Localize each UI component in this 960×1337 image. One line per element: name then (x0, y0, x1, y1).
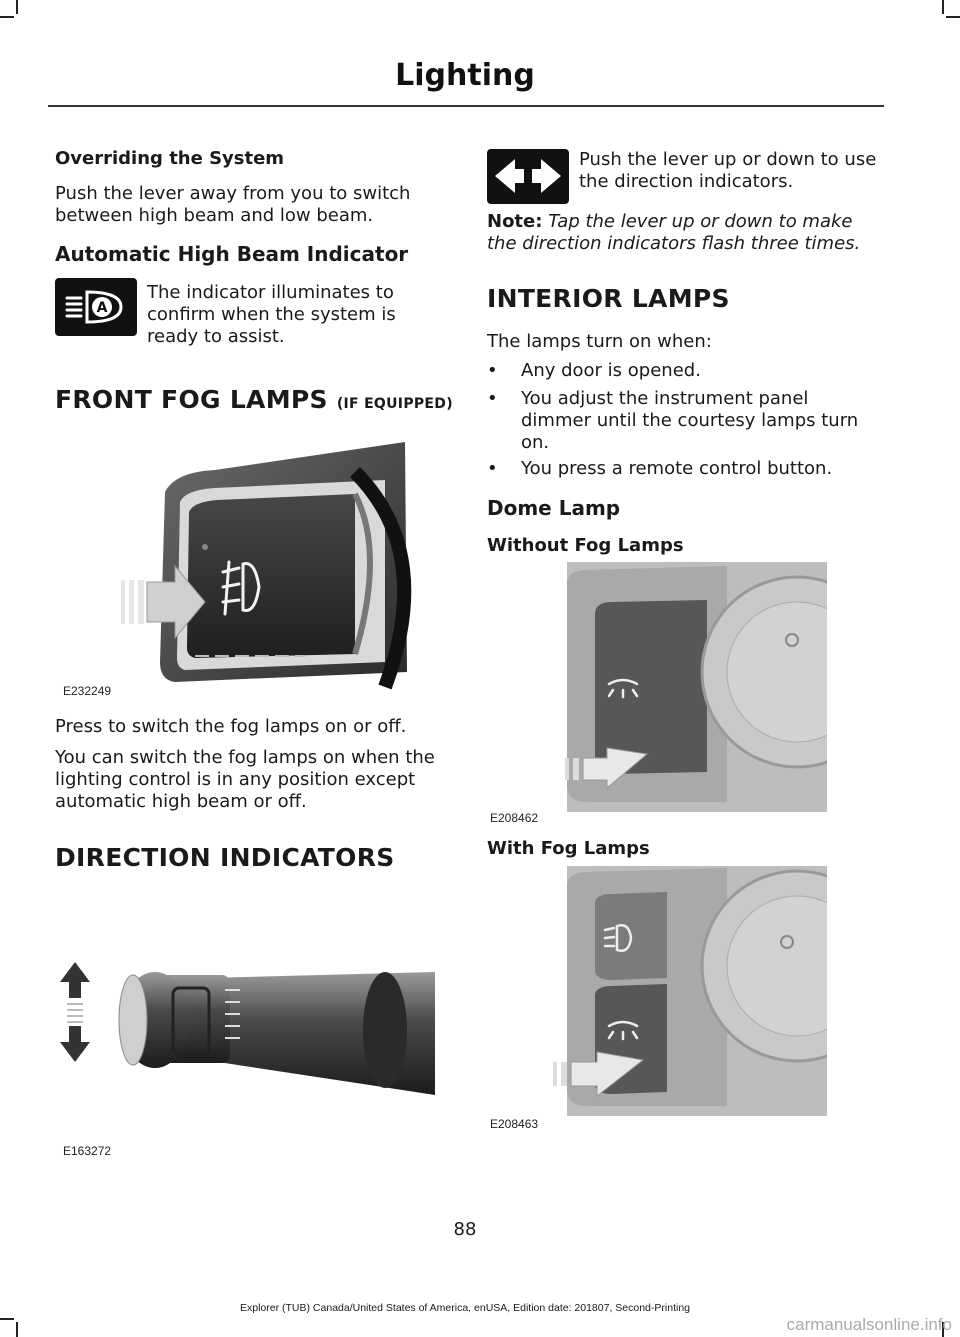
header-rule (48, 105, 884, 107)
fog-figure-label: E232249 (63, 684, 112, 698)
with-fog-heading: With Fog Lamps (487, 838, 650, 859)
note-text: Tap the lever up or down to make the direction indicators flash three times. (487, 211, 861, 254)
indicator-heading: Automatic High Beam Indicator (55, 242, 409, 266)
fog-text-1: Press to switch the fog lamps on or off. (55, 716, 407, 737)
interior-intro: The lamps turn on when: (487, 331, 712, 352)
direction-indicator-icon (487, 149, 569, 204)
crop-mark (16, 0, 18, 14)
watermark: carmanualsonline.info (786, 1315, 952, 1334)
crop-mark (0, 1318, 14, 1320)
page-number: 88 (453, 1219, 477, 1240)
with-fog-figure-label: E208463 (490, 1117, 539, 1131)
direction-text: Push the lever up or down to use the direction indicators. (579, 149, 877, 192)
fog-heading (55, 385, 475, 414)
list-item: • Any door is opened. (487, 360, 701, 381)
dome-lamp-with-fog-illustration (487, 866, 827, 1116)
edition-line: Explorer (TUB) Canada/United States of America, enUSA, Edition date: 201807, Second-Printing (240, 1302, 690, 1314)
page-title: Lighting (395, 58, 535, 93)
crop-mark (946, 16, 960, 18)
crop-mark (16, 1322, 18, 1337)
override-text: Push the lever away from you to switch between high beam and low beam. (55, 183, 411, 226)
indicator-text: The indicator illuminates to confirm when the system is ready to assist. (147, 282, 396, 347)
interior-heading: INTERIOR LAMPS (487, 284, 730, 313)
direction-figure-label: E163272 (63, 1144, 112, 1158)
fog-text-2: You can switch the fog lamps on when the lighting control is in any position except automatic high beam or off. (55, 747, 435, 812)
bullet-text: Any door is opened. (521, 360, 701, 381)
auto-high-beam-icon (55, 278, 137, 336)
crop-mark (0, 16, 14, 18)
indicator-icon-letter: A (96, 300, 108, 316)
override-heading: Overriding the System (55, 148, 285, 169)
list-item: • You adjust the instrument panel dimmer until the courtesy lamps turn on. (487, 388, 882, 454)
dome-heading: Dome Lamp (487, 496, 621, 520)
without-fog-figure-label: E208462 (490, 811, 539, 825)
without-fog-heading: Without Fog Lamps (487, 535, 684, 556)
fog-heading-suffix: (IF EQUIPPED) (336, 396, 453, 412)
dome-lamp-switch-illustration (487, 562, 827, 812)
list-item: • You press a remote control button. (487, 458, 833, 479)
note-label: Note: (487, 211, 543, 232)
direction-heading: DIRECTION INDICATORS (55, 843, 395, 872)
direction-lever-illustration (55, 890, 435, 1125)
bullet-text: You press a remote control button. (521, 458, 833, 479)
direction-note (487, 211, 882, 255)
crop-mark (942, 0, 944, 14)
fog-heading-main: FRONT FOG LAMPS (55, 385, 328, 414)
fog-lamp-switch-illustration (55, 432, 435, 702)
bullet-text: You adjust the instrument panel dimmer until the courtesy lamps turn on. (521, 388, 859, 453)
